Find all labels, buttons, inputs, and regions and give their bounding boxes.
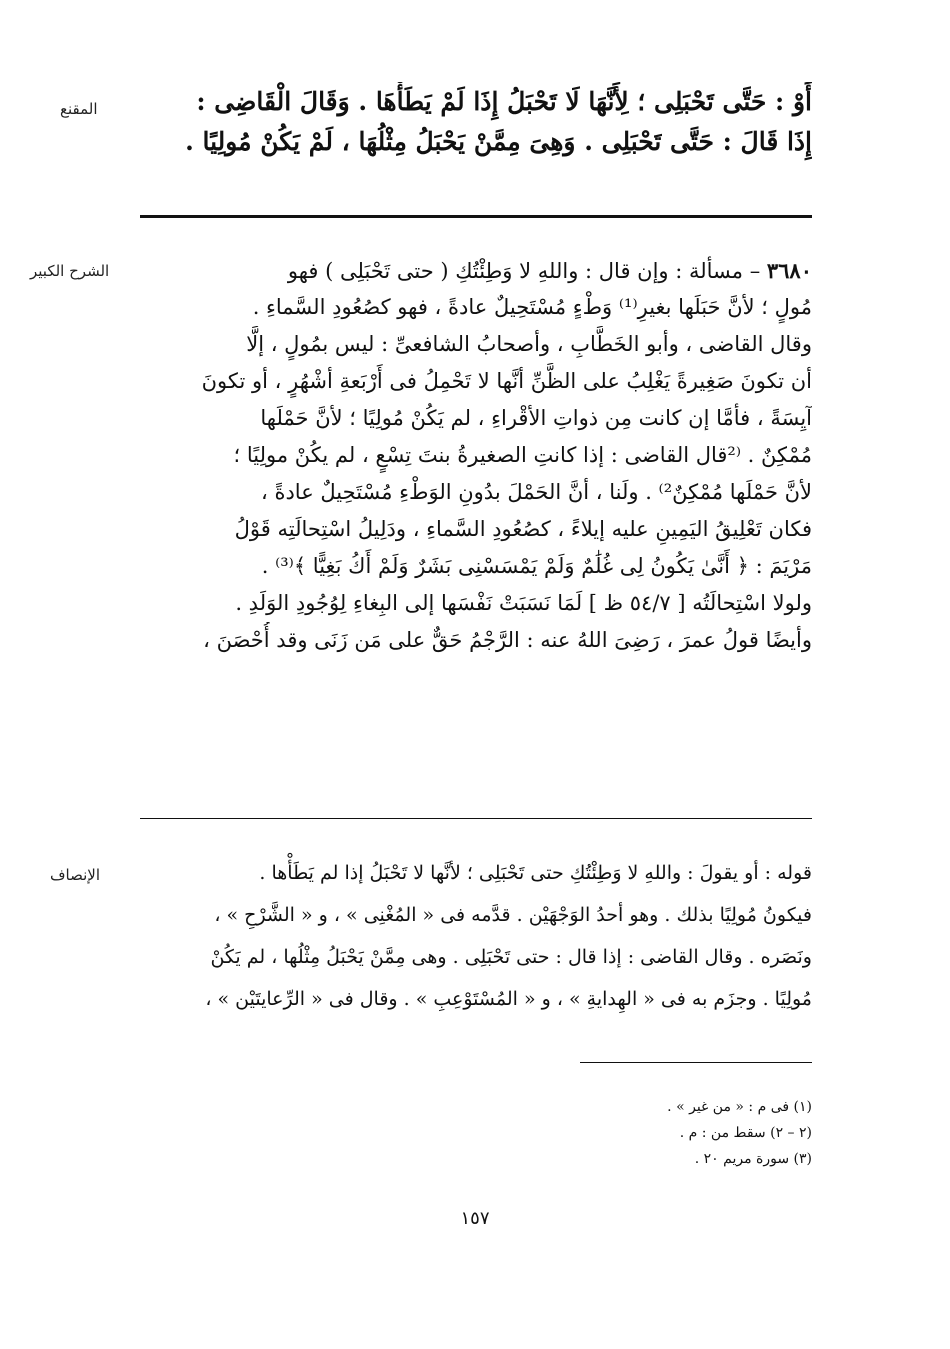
footnote: (٣) سورة مريم ٢٠ .	[694, 1151, 812, 1167]
matn-line: إِذَا قَالَ : حَتَّى تَحْبَلِى . وَهِىَ مِمَّنْ يَحْبَلُ مِثْلُهَا ، لَمْ يَكُنْ مُولِيًا .	[185, 127, 812, 156]
insaf-section-label: الإنصاف	[50, 866, 101, 884]
footnote: (٢ – ٢) سقط من : م .	[679, 1125, 812, 1141]
footnotes-divider	[580, 1062, 812, 1063]
sharh-line: وقال القاضى ، وأبو الخَطَّابِ ، وأصحابُ الشافعىِّ : ليس بمُولٍ ، إلَّا	[246, 332, 812, 356]
matn-divider	[140, 215, 812, 218]
sharh-line: لأنَّ حَمْلَها مُمْكِنٌ²⁾ . ولَنا ، أنَّ الحَمْلَ بدُونِ الوَطْءِ مُسْتَحِيلٌ عادةً ،	[260, 480, 812, 504]
masalah-number: ٣٦٨٠	[766, 258, 812, 283]
sharh-line: فكان تَعْلِيقُ اليَمِينِ عليه إيلاءً ، كصُعُودِ السَّماءِ ، ودَلِيلُ اسْتِحالَتِه قَوْلُ	[234, 517, 812, 541]
page-number: ١٥٧	[460, 1208, 490, 1229]
footnotes-block	[140, 1094, 812, 1172]
insaf-line: قوله : أو يقولَ : واللهِ لا وَطِئْتُكِ حتى تَحْبَلِى ؛ لأنَّها لا تَحْبَلُ إذا لم يَطَأْها .	[259, 862, 812, 884]
sharh-first-line	[140, 252, 812, 289]
sharh-line: مُولٍ ؛ لأنَّ حَبَلَها بغيرِ⁽¹⁾ وَطْءٍ مُسْتَحِيلٌ عادةً ، فهو كصُعُودِ السَّماءِ .	[252, 295, 812, 319]
matn-text-block	[140, 82, 812, 162]
sharh-line: مُمْكِنٌ . ⁽²قال القاضى : إذا كانتِ الصغيرةُ بنتَ تِسْعٍ ، لم يكُنْ مولِيًا ؛	[233, 443, 812, 467]
matn-section-label: المقنع	[60, 100, 98, 118]
insaf-line: ونَصَره . وقال القاضى : إذا قال : حتى تَحْبَلِى . وهى مِمَّنْ يَحْبَلُ مِثْلُها ، لم يَكُنْ	[210, 946, 812, 968]
footnote: (١) فى م : « من غير » .	[667, 1099, 812, 1115]
sharh-line: وأيضًا قولُ عمرَ ، رَضِىَ اللهُ عنه : الرَّجْمُ حَقٌّ على مَن زَنَى وقد أُحْصَنَ ،	[203, 628, 812, 652]
sharh-text-block	[140, 252, 812, 659]
sharh-line: مَرْيَمَ : ﴿ أَنَّىٰ يَكُونُ لِى غُلَٰمٌ وَلَمْ يَمْسَسْنِى بَشَرٌ وَلَمْ أَكُ بَغِيًّا ﴾⁽³⁾ .	[261, 554, 812, 578]
sharh-line: ولولا اسْتِحالَتُه [ ٥٤/٧ ظ ] لَمَا نَسَبَتْ نَفْسَها إلى البِغاءِ لِوُجُودِ الوَلَدِ .	[235, 591, 812, 615]
sharh-section-label: الشرح الكبير	[30, 262, 110, 280]
insaf-text-block	[140, 852, 812, 1020]
sharh-first-line-text: – مسألة : وإن قال : واللهِ لا وَطِئْتُكِ ( حتى تَحْبَلِى ) فهو	[287, 259, 767, 283]
insaf-line: فيكونُ مُولِيًا بذلك . وهو أحدُ الوَجْهَيْن . قدَّمه فى « المُغْنِى » ، و « الشَّرْحِ » ،	[214, 904, 812, 926]
matn-line: أَوْ : حَتَّى تَحْبَلِى ؛ لِأَنَّهَا لَا تَحْبَلُ إِذَا لَمْ يَطَأْهَا . وَقَالَ الْقَاضِى :	[196, 87, 812, 116]
sharh-line: آيِسَةً ، فأمَّا إن كانت مِن ذواتِ الأقْراءِ ، لم يَكُنْ مُولِيًا ؛ لأنَّ حَمْلَها	[260, 406, 812, 430]
insaf-line: مُولِيًا . وجزَم به فى « الهِدايةِ » ، و « المُسْتَوْعِبِ » . وقال فى « الرِّعايتَيْن » ،	[205, 988, 812, 1010]
sharh-divider	[140, 818, 812, 819]
sharh-line: أن تكونَ صَغِيرةً يَغْلِبُ على الظَّنِّ أنَّها لا تَحْمِلُ فى أَرْبَعةِ أشْهُرٍ ، أو تكونَ	[201, 369, 812, 393]
